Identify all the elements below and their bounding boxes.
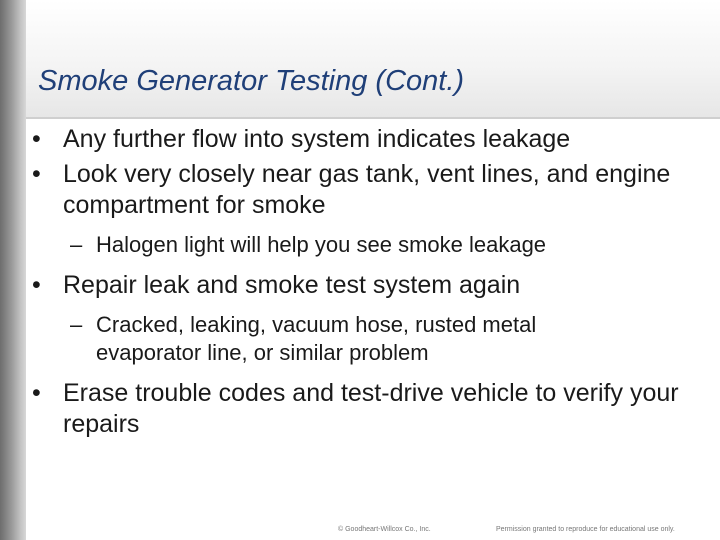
bullet-text: Look very closely near gas tank, vent lines, and engine compartment for smoke	[63, 160, 671, 219]
bullet-marker: •	[32, 125, 41, 153]
bullet-item	[30, 378, 703, 440]
footer-permission: Permission granted to reproduce for educational use only.	[496, 526, 675, 533]
bullet-item	[30, 159, 693, 221]
sub-bullet-marker: –	[70, 232, 83, 257]
sub-bullet-marker: –	[70, 312, 83, 337]
bullet-marker: •	[32, 379, 41, 407]
slide-title: Smoke Generator Testing (Cont.)	[38, 65, 465, 97]
bullet-marker: •	[32, 160, 41, 188]
title-divider	[26, 117, 720, 119]
title-band	[26, 0, 720, 119]
bullet-item	[30, 124, 703, 155]
bullet-text: Erase trouble codes and test-drive vehicle to verify your repairs	[63, 379, 679, 438]
bullet-text: Repair leak and smoke test system again	[63, 271, 521, 299]
left-decorative-band	[0, 0, 26, 540]
bullet-item	[30, 270, 703, 301]
sub-bullet-text: Cracked, leaking, vacuum hose, rusted metal evaporator line, or similar problem	[96, 312, 537, 365]
sub-bullet-text: Halogen light will help you see smoke leakage	[96, 232, 547, 257]
sub-bullet-item	[30, 311, 626, 367]
bullet-list	[30, 124, 710, 444]
bullet-text: Any further flow into system indicates leakage	[63, 125, 571, 153]
footer-copyright: © Goodheart-Willcox Co., Inc.	[338, 526, 431, 533]
sub-bullet-item	[30, 231, 716, 259]
bullet-marker: •	[32, 271, 41, 299]
